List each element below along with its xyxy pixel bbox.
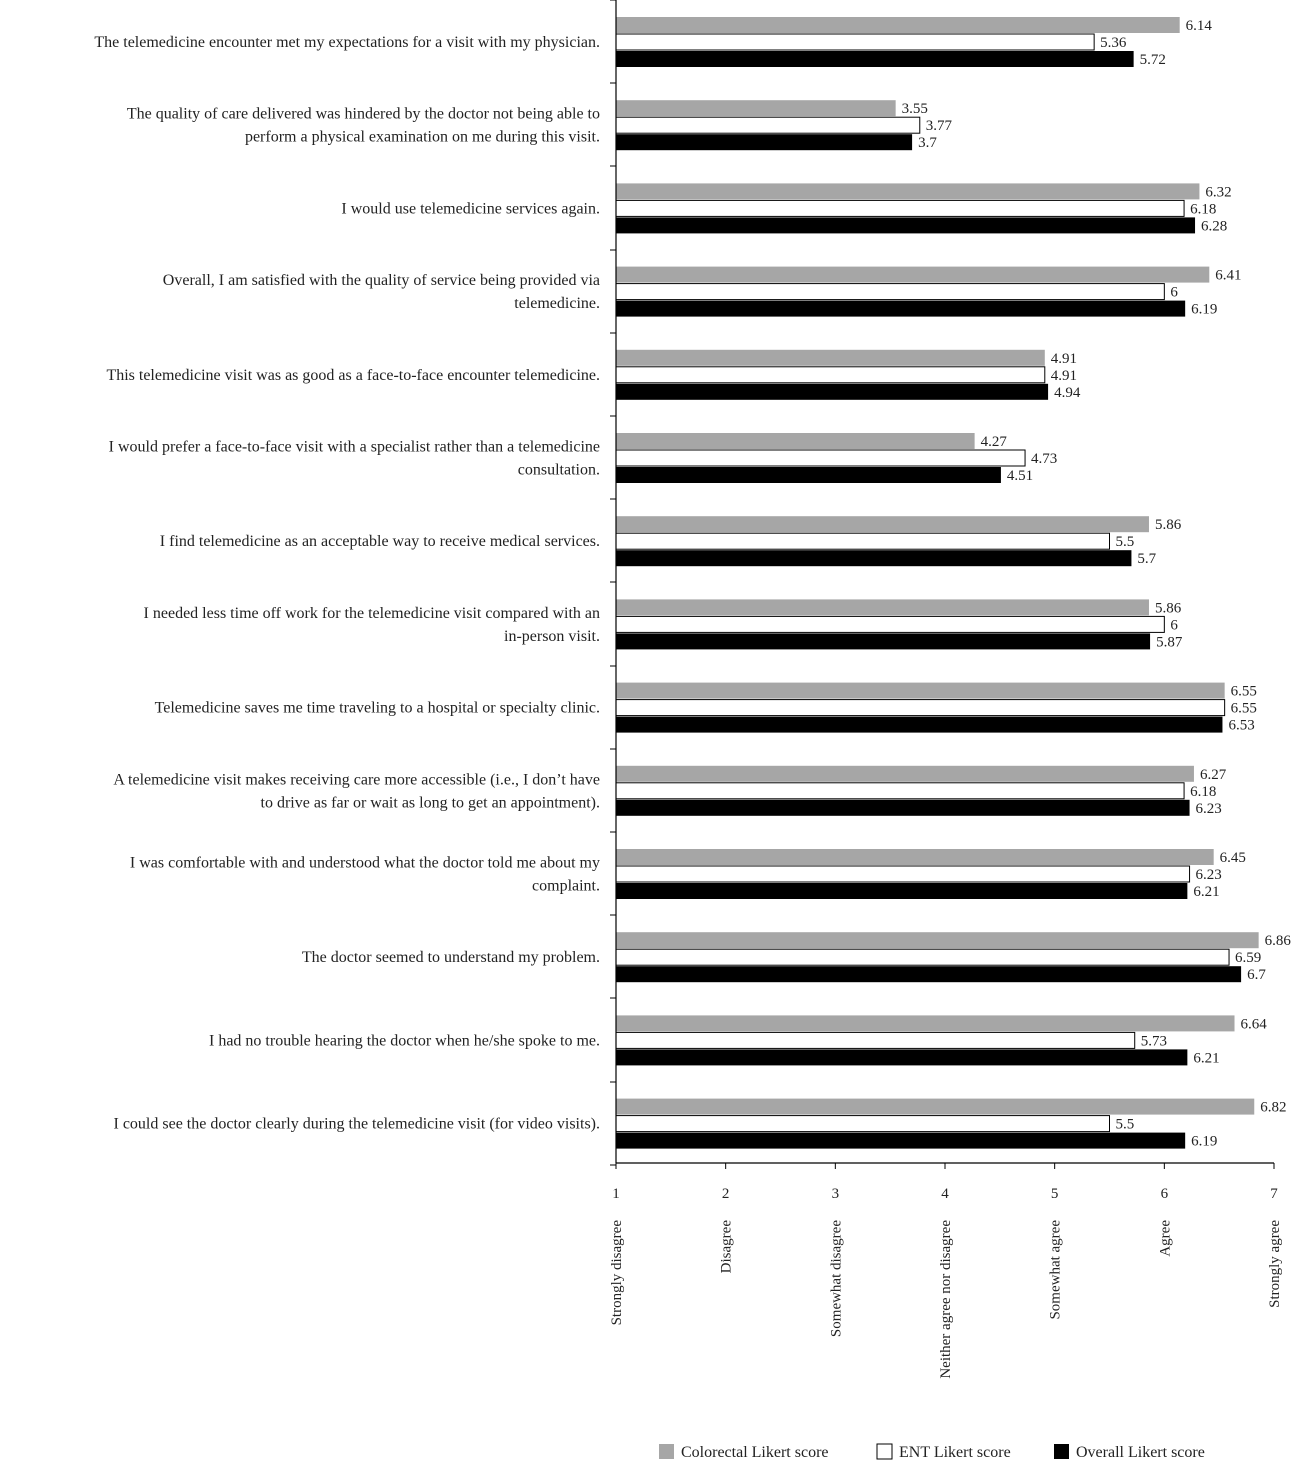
question-label: The quality of care delivered was hindered by the doctor not being able to xyxy=(126,105,600,123)
bar xyxy=(616,949,1229,965)
question-label: in-person visit. xyxy=(504,627,600,645)
value-label: 6 xyxy=(1170,284,1178,301)
bar xyxy=(616,932,1259,948)
bar xyxy=(616,450,1025,466)
bar xyxy=(616,433,975,449)
value-label: 6.28 xyxy=(1201,218,1228,235)
question-label: perform a physical examination on me during this visit. xyxy=(244,128,600,146)
question-label: I had no trouble hearing the doctor when he/she spoke to me. xyxy=(209,1032,600,1050)
question-label: The doctor seemed to understand my problem. xyxy=(301,949,600,967)
legend xyxy=(659,1444,1205,1461)
legend-label: ENT Likert score xyxy=(899,1444,1011,1461)
question-label: This telemedicine visit was as good as a face-to-face encounter telemedicine. xyxy=(106,366,600,384)
bar xyxy=(616,866,1190,882)
value-label: 6.7 xyxy=(1247,967,1266,984)
question-label: I could see the doctor clearly during the telemedicine visit (for video visits). xyxy=(113,1115,600,1133)
question-label: Overall, I am satisfied with the quality of service being provided via xyxy=(162,272,600,290)
bar xyxy=(616,467,1001,483)
value-label: 4.91 xyxy=(1050,350,1078,367)
value-label: 4.73 xyxy=(1031,451,1058,467)
value-label: 4.91 xyxy=(1050,367,1078,384)
x-tick-label: 4 xyxy=(941,1186,949,1202)
x-tick-label: 3 xyxy=(831,1186,840,1202)
bars-layer xyxy=(616,17,1291,1150)
bar xyxy=(616,183,1199,199)
bar xyxy=(616,550,1131,566)
value-label: 3.77 xyxy=(925,118,953,135)
value-label: 5.72 xyxy=(1139,52,1166,68)
bar xyxy=(616,384,1048,400)
bar xyxy=(616,516,1149,532)
value-label: 6.53 xyxy=(1228,717,1255,734)
value-label: 5.73 xyxy=(1140,1033,1167,1050)
bar xyxy=(616,1049,1187,1065)
question-label: telemedicine. xyxy=(514,295,600,313)
value-label: 5.5 xyxy=(1115,534,1135,551)
bar xyxy=(616,599,1149,615)
legend-swatch xyxy=(877,1444,892,1459)
value-label: 3.55 xyxy=(901,101,928,118)
value-label: 5.86 xyxy=(1154,600,1182,617)
value-label: 6.18 xyxy=(1190,201,1217,218)
question-label: I needed less time off work for the telemedicine visit compared with an xyxy=(143,604,600,622)
bar xyxy=(616,350,1045,366)
legend-swatch xyxy=(659,1444,674,1459)
value-label: 6.59 xyxy=(1235,950,1262,967)
value-label: 6 xyxy=(1170,617,1178,634)
bar xyxy=(616,533,1110,549)
value-label: 4.94 xyxy=(1054,384,1081,401)
bar xyxy=(616,1099,1254,1115)
value-label: 6.19 xyxy=(1191,301,1218,318)
value-label: 6.21 xyxy=(1193,884,1220,900)
value-label: 6.21 xyxy=(1193,1050,1220,1067)
x-tick-label: 1 xyxy=(612,1186,620,1202)
value-label: 6.45 xyxy=(1219,850,1246,866)
bar xyxy=(616,1133,1185,1149)
question-label: Telemedicine saves me time traveling to a hospital or specialty clinic. xyxy=(154,699,600,717)
bar xyxy=(616,633,1150,649)
bar xyxy=(616,267,1209,283)
question-label: A telemedicine visit makes receiving care more accessible (i.e., I don’t have xyxy=(113,771,600,789)
x-tick-label: 2 xyxy=(721,1186,730,1202)
bar xyxy=(616,966,1241,982)
x-tick-label: 7 xyxy=(1270,1186,1278,1202)
value-label: 6.64 xyxy=(1240,1016,1267,1033)
bar xyxy=(616,683,1225,699)
value-label: 5.87 xyxy=(1156,634,1183,651)
question-labels xyxy=(94,34,600,1133)
bar xyxy=(616,616,1164,632)
bar xyxy=(616,34,1094,50)
question-label: to drive as far or wait as long to get an appointment). xyxy=(260,794,600,812)
value-label: 5.5 xyxy=(1115,1116,1135,1133)
bar xyxy=(616,200,1184,216)
x-tick-label: 5 xyxy=(1050,1186,1059,1202)
value-label: 4.51 xyxy=(1006,468,1034,484)
value-label: 5.7 xyxy=(1137,551,1157,568)
bar xyxy=(616,100,896,116)
value-label: 6.27 xyxy=(1199,766,1227,783)
bar xyxy=(616,134,912,150)
value-label: 6.23 xyxy=(1195,867,1222,883)
question-label: I find telemedicine as an acceptable way to receive medical services. xyxy=(159,533,600,551)
bar xyxy=(616,766,1194,782)
question-label: I would use telemedicine services again. xyxy=(341,200,600,218)
x-category-label: Somewhat agree xyxy=(1047,1220,1064,1320)
bar xyxy=(616,783,1184,799)
value-label: 6.14 xyxy=(1185,18,1212,34)
x-category-label: Agree xyxy=(1157,1220,1174,1257)
bar xyxy=(616,1032,1135,1048)
value-label: 6.18 xyxy=(1190,783,1217,800)
value-label: 6.23 xyxy=(1195,800,1222,817)
x-category-label: Neither agree nor disagree xyxy=(938,1220,954,1379)
value-label: 6.41 xyxy=(1215,267,1242,284)
bar xyxy=(616,217,1195,233)
question-label: The telemedicine encounter met my expectations for a visit with my physician. xyxy=(94,34,600,51)
bar xyxy=(616,883,1187,899)
bar xyxy=(616,1015,1235,1031)
question-label: I was comfortable with and understood what the doctor told me about my xyxy=(129,854,600,872)
legend-label: Overall Likert score xyxy=(1076,1444,1205,1461)
x-category-label: Disagree xyxy=(718,1220,735,1274)
value-label: 6.55 xyxy=(1230,683,1257,700)
bar xyxy=(616,284,1164,300)
question-label: consultation. xyxy=(517,461,600,479)
value-label: 5.36 xyxy=(1100,35,1127,51)
bar xyxy=(616,717,1222,733)
x-category-label: Strongly agree xyxy=(1267,1220,1283,1308)
value-label: 4.27 xyxy=(980,434,1007,450)
bar xyxy=(616,117,920,133)
x-category-label: Somewhat disagree xyxy=(828,1220,845,1338)
value-label: 6.82 xyxy=(1260,1099,1287,1116)
value-label: 3.7 xyxy=(918,135,937,152)
value-label: 6.32 xyxy=(1205,184,1232,201)
bar xyxy=(616,849,1214,865)
legend-swatch xyxy=(1054,1444,1069,1459)
x-category-label: Strongly disagree xyxy=(609,1220,625,1326)
value-label: 5.86 xyxy=(1154,517,1182,534)
question-label: I would prefer a face-to-face visit with a specialist rather than a telemedicine xyxy=(108,438,600,456)
bar xyxy=(616,51,1134,67)
bar xyxy=(616,17,1180,33)
legend-label: Colorectal Likert score xyxy=(681,1444,829,1461)
bar xyxy=(616,700,1225,716)
value-label: 6.55 xyxy=(1230,700,1257,717)
bar xyxy=(616,800,1190,816)
bar xyxy=(616,367,1045,383)
x-tick-label: 6 xyxy=(1160,1186,1169,1202)
value-label: 6.19 xyxy=(1191,1133,1218,1150)
bar xyxy=(616,301,1185,317)
value-label: 6.86 xyxy=(1264,933,1291,950)
question-label: complaint. xyxy=(532,877,600,895)
bar xyxy=(616,1116,1110,1132)
